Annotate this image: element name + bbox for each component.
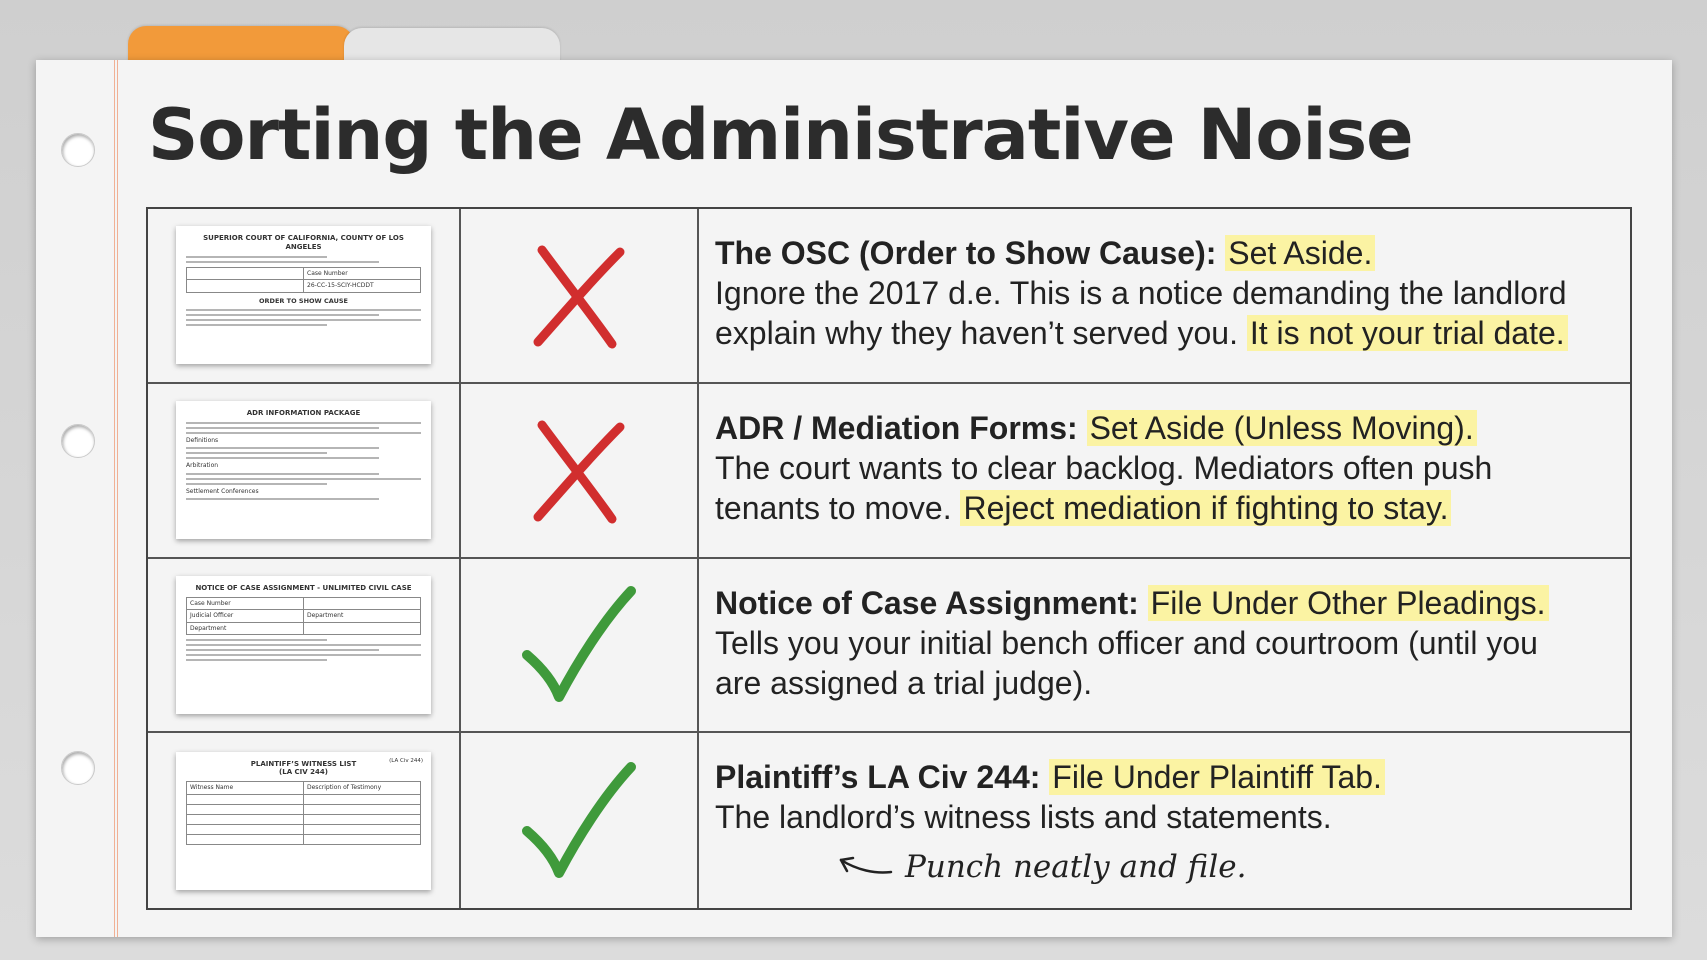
explanation-cell: [699, 209, 1630, 384]
document-thumbnail-cell: [148, 209, 461, 384]
explanation-cell: [699, 733, 1630, 908]
page-title: Sorting the Administrative Noise: [148, 94, 1413, 176]
case-assignment-document-thumbnail: [176, 576, 431, 714]
row-description-highlight: Reject mediation if fighting to stay.: [960, 490, 1451, 526]
row-heading: Notice of Case Assignment:: [715, 584, 1139, 621]
handwritten-note: [835, 849, 1246, 885]
doc-column-header: Witness Name: [187, 782, 304, 794]
row-action: File Under Plaintiff Tab.: [1049, 759, 1385, 795]
doc-field-value: 26-CC-15-SCIY-HCDDT: [307, 282, 374, 290]
document-thumbnail-cell: [148, 384, 461, 559]
doc-field-label: Department: [307, 612, 344, 620]
doc-item: Arbitration: [186, 462, 219, 470]
doc-header: NOTICE OF CASE ASSIGNMENT - UNLIMITED CIVIL CASE: [195, 583, 412, 592]
status-cell: [461, 384, 699, 559]
doc-field-label: Case Number: [307, 269, 348, 277]
witness-list-document-thumbnail: [176, 752, 431, 890]
note-text: Punch neatly and file.: [905, 849, 1247, 886]
doc-item: Definitions: [186, 436, 219, 444]
doc-field-label: Judicial Officer: [187, 610, 304, 622]
document-thumbnail-cell: [148, 559, 461, 734]
doc-field-label: Case Number: [187, 598, 304, 610]
row-description: Ignore the 2017 d.e. This is a notice demanding the landlord: [715, 275, 1567, 311]
osc-document-thumbnail: [176, 226, 431, 364]
check-icon: [519, 585, 639, 705]
cross-icon: [524, 240, 634, 350]
sorting-table: [146, 207, 1632, 910]
doc-field-label: Department: [187, 623, 304, 635]
row-description-2: [715, 488, 1614, 528]
doc-header: PLAINTIFF’S WITNESS LIST: [250, 759, 357, 768]
doc-item: Settlement Conferences: [186, 487, 259, 495]
notebook-sheet: [36, 60, 1672, 937]
doc-subheader: (LA CIV 244): [279, 768, 328, 777]
row-description-highlight: It is not your trial date.: [1247, 315, 1568, 351]
explanation-cell: [699, 559, 1630, 734]
row-action: Set Aside (Unless Moving).: [1087, 410, 1477, 446]
row-heading-line: [715, 583, 1614, 623]
row-heading-line: [715, 757, 1614, 797]
row-heading-line: [715, 408, 1614, 448]
row-heading: ADR / Mediation Forms:: [715, 409, 1078, 446]
doc-corner-label: (LA Civ 244): [389, 757, 423, 764]
row-description-plain: tenants to move.: [715, 489, 952, 526]
explanation-cell: [699, 384, 1630, 559]
doc-header: SUPERIOR COURT OF CALIFORNIA, COUNTY OF LOS ANGELES: [203, 234, 404, 252]
row-description-2: [715, 313, 1614, 353]
doc-header: ADR INFORMATION PACKAGE: [246, 409, 361, 418]
punch-hole: [61, 133, 95, 167]
row-heading-line: [715, 233, 1614, 273]
adr-document-thumbnail: [176, 401, 431, 539]
status-cell: [461, 209, 699, 384]
row-heading: Plaintiff’s LA Civ 244:: [715, 759, 1041, 796]
row-description: Tells you your initial bench officer and courtroom (until you: [715, 624, 1538, 661]
status-cell: [461, 559, 699, 734]
arrow-icon: [835, 852, 893, 882]
punch-hole: [61, 424, 95, 458]
row-action: Set Aside.: [1225, 235, 1375, 271]
margin-line: [114, 60, 118, 937]
status-cell: [461, 733, 699, 908]
cross-icon: [524, 415, 634, 525]
document-thumbnail-cell: [148, 733, 461, 908]
row-description: The landlord’s witness lists and statements.: [715, 799, 1332, 836]
row-description-plain: explain why they haven’t served you.: [715, 315, 1238, 351]
doc-subtitle: ORDER TO SHOW CAUSE: [259, 296, 348, 305]
row-description-2: are assigned a trial judge).: [715, 664, 1093, 701]
row-description: The court wants to clear backlog. Mediators often push: [715, 449, 1493, 486]
punch-hole: [61, 751, 95, 785]
row-heading: The OSC (Order to Show Cause):: [715, 235, 1217, 271]
doc-column-header: Description of Testimony: [307, 784, 382, 792]
row-action: File Under Other Pleadings.: [1148, 585, 1549, 621]
check-icon: [519, 761, 639, 881]
